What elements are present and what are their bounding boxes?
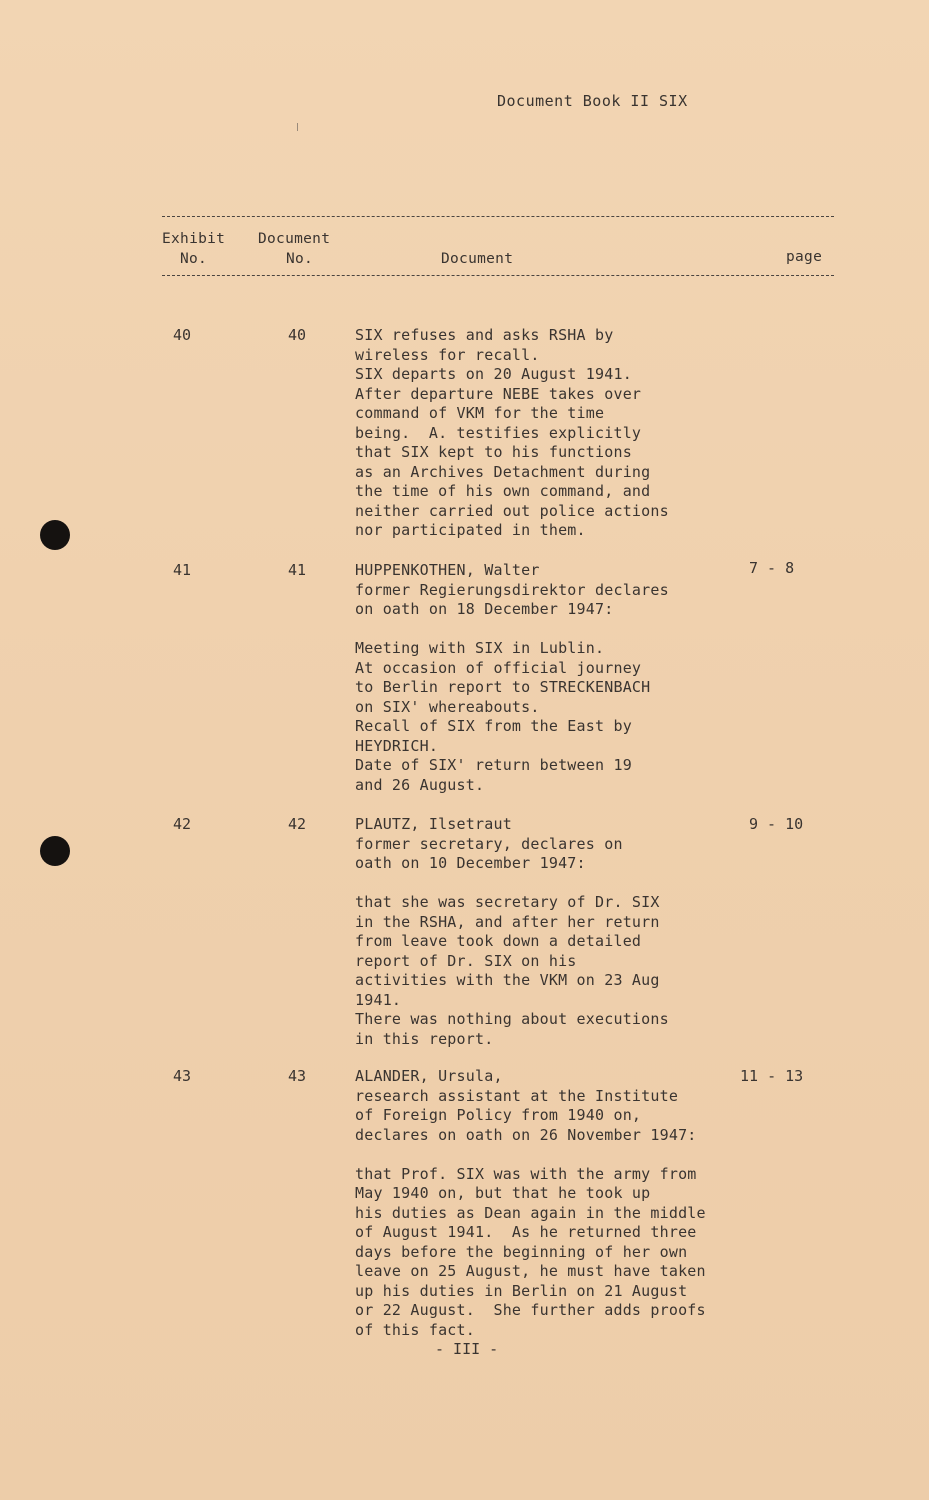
row-description xyxy=(355,326,745,541)
text-line: wireless for recall. xyxy=(355,345,540,364)
col-exhibit-no-label: No. xyxy=(180,251,208,267)
text-line: oath on 10 December 1947: xyxy=(355,854,586,872)
exhibit-no: 42 xyxy=(173,815,192,833)
document-no: 40 xyxy=(288,326,307,344)
exhibit-no: 40 xyxy=(173,326,192,344)
punch-hole xyxy=(40,836,70,866)
text-line: After departure NEBE takes over xyxy=(355,384,642,403)
text-line: days before the beginning of her own xyxy=(355,1242,688,1261)
text-line: and 26 August. xyxy=(355,775,485,794)
text-line: declares on oath on 26 November 1947: xyxy=(355,1125,697,1144)
text-line: nor participated in them. xyxy=(355,521,586,539)
text-line: being. A. testifies explicitly xyxy=(355,423,642,442)
text-line: his duties as Dean again in the middle xyxy=(355,1203,706,1222)
table-header-rule xyxy=(162,275,834,276)
text-line: that SIX kept to his functions xyxy=(355,443,632,461)
table-top-rule xyxy=(162,216,834,217)
text-line: Meeting with SIX in Lublin. xyxy=(355,639,605,657)
text-line: that she was secretary of Dr. SIX xyxy=(355,893,660,911)
text-line: on SIX' whereabouts. xyxy=(355,697,540,716)
document-no: 43 xyxy=(288,1067,307,1085)
paragraph-gap xyxy=(355,1145,745,1165)
text-line: 1941. xyxy=(355,990,402,1009)
text-line: command of VKM for the time xyxy=(355,404,605,422)
text-line: that Prof. SIX was with the army from xyxy=(355,1164,697,1183)
col-document-header: Document xyxy=(441,251,514,267)
text-line: PLAUTZ, Ilsetraut xyxy=(355,815,512,833)
text-line: research assistant at the Institute xyxy=(355,1086,679,1105)
page-reference: 9 - 10 xyxy=(749,815,804,833)
paragraph-gap xyxy=(355,874,745,894)
paragraph-gap xyxy=(355,620,745,640)
document-no: 42 xyxy=(288,815,307,833)
row-description xyxy=(355,561,745,795)
col-document-no-sub-label: No. xyxy=(286,251,314,267)
text-line: to Berlin report to STRECKENBACH xyxy=(355,678,651,696)
page-number: - III - xyxy=(435,1340,499,1358)
col-document-no-label: Document xyxy=(258,231,331,247)
text-line: neither carried out police actions xyxy=(355,501,669,520)
exhibit-no: 43 xyxy=(173,1067,192,1085)
paper-mark xyxy=(297,123,298,131)
text-line: leave on 25 August, he must have taken xyxy=(355,1262,706,1280)
page-reference: 7 - 8 xyxy=(749,559,795,577)
text-line: SIX refuses and asks RSHA by xyxy=(355,326,614,344)
document-book-title: Document Book II SIX xyxy=(497,92,688,110)
text-line: of Foreign Policy from 1940 on, xyxy=(355,1106,642,1124)
text-line: former Regierungsdirektor declares xyxy=(355,580,669,599)
row-description xyxy=(355,1067,745,1340)
text-line: in the RSHA, and after her return xyxy=(355,912,660,931)
page-reference: 11 - 13 xyxy=(740,1067,804,1085)
text-line: HEYDRICH. xyxy=(355,736,439,755)
text-line: former secretary, declares on xyxy=(355,834,623,853)
text-line: May 1940 on, but that he took up xyxy=(355,1184,651,1202)
text-line: report of Dr. SIX on his xyxy=(355,951,577,970)
text-line: There was nothing about executions xyxy=(355,1010,669,1028)
text-line: Date of SIX' return between 19 xyxy=(355,756,632,774)
text-line: the time of his own command, and xyxy=(355,482,651,500)
text-line: in this report. xyxy=(355,1029,494,1048)
document-no: 41 xyxy=(288,561,307,579)
text-line: activities with the VKM on 23 Aug xyxy=(355,971,660,989)
text-line: At occasion of official journey xyxy=(355,658,642,677)
col-document-no-header xyxy=(258,229,330,269)
text-line: SIX departs on 20 August 1941. xyxy=(355,365,632,383)
text-line: up his duties in Berlin on 21 August xyxy=(355,1281,688,1300)
col-exhibit-label: Exhibit xyxy=(162,231,226,247)
text-line: Recall of SIX from the East by xyxy=(355,717,632,735)
row-description xyxy=(355,815,745,1049)
text-line: on oath on 18 December 1947: xyxy=(355,600,614,618)
col-page-header: page xyxy=(786,249,823,265)
text-line: as an Archives Detachment during xyxy=(355,462,651,481)
punch-hole xyxy=(40,520,70,550)
text-line: from leave took down a detailed xyxy=(355,932,642,950)
text-line: HUPPENKOTHEN, Walter xyxy=(355,561,540,579)
text-line: of this fact. xyxy=(355,1320,475,1339)
text-line: ALANDER, Ursula, xyxy=(355,1067,503,1085)
text-line: of August 1941. As he returned three xyxy=(355,1223,697,1241)
text-line: or 22 August. She further adds proofs xyxy=(355,1301,706,1319)
exhibit-no: 41 xyxy=(173,561,192,579)
col-exhibit-header xyxy=(162,229,225,269)
